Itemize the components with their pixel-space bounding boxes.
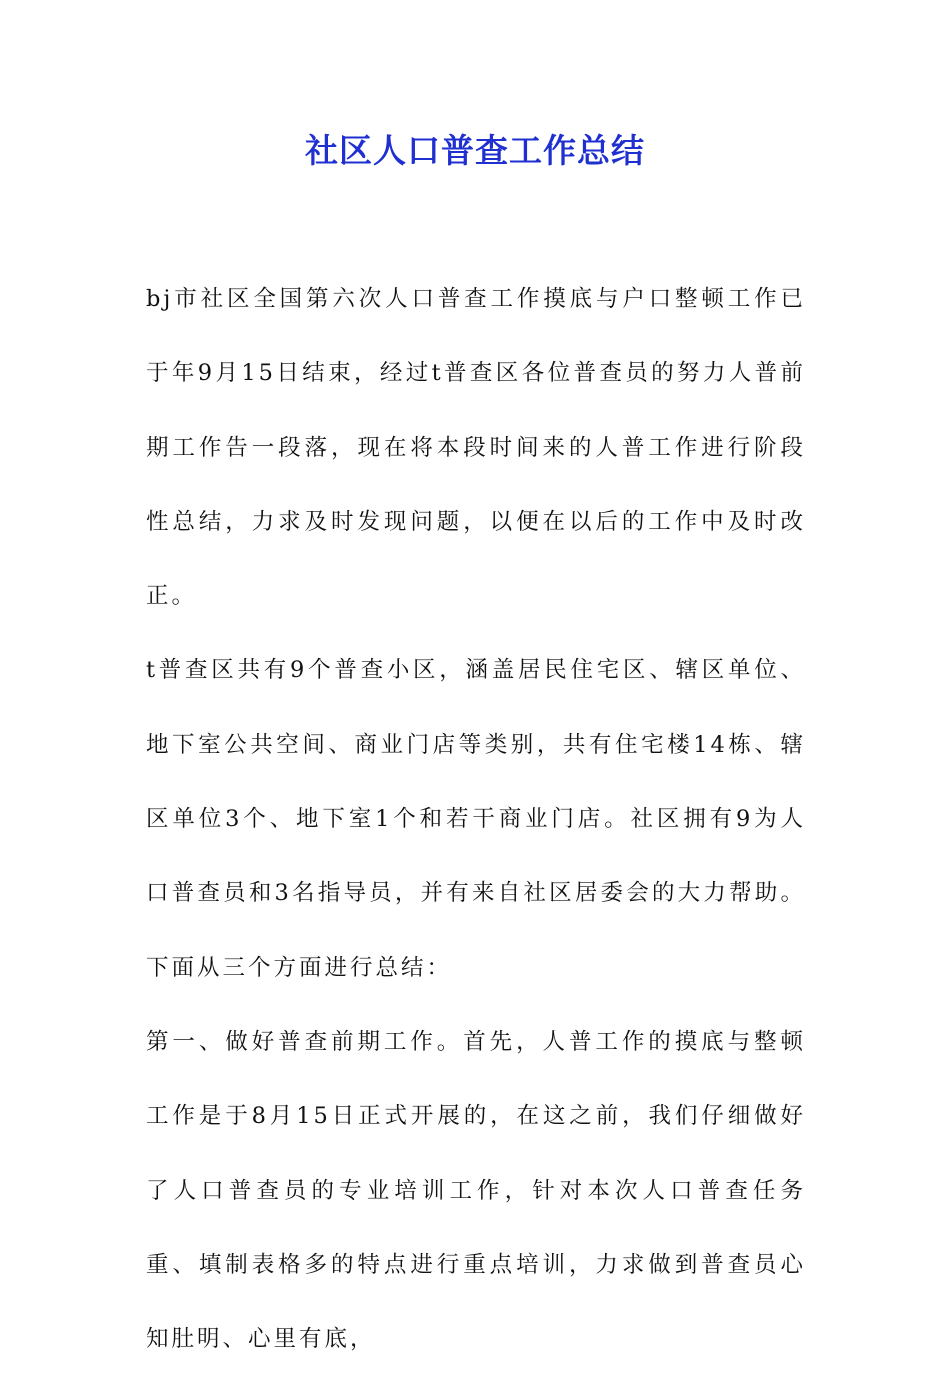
document-title: 社区人口普查工作总结 (305, 131, 645, 170)
paragraph-census-area: t普查区共有9个普查小区，涵盖居民住宅区、辖区单位、地下室公共空间、商业门店等类别，共有住宅楼14栋、辖区单位3个、地下室1个和若干商业门店。社区拥有9为人口普查员和3名指导员，并有来自社区居委会的大力帮助。下面从三个方面进行总结： (146, 657, 806, 981)
paragraph-intro: bj市社区全国第六次人口普查工作摸底与户口整顿工作已于年9月15日结束，经过t普查区各位普查员的努力人普前期工作告一段落，现在将本段时间来的人普工作进行阶段性总结，力求及时发现问题，以便在以后的工作中及时改正。 (146, 286, 806, 610)
document-body (146, 262, 806, 1376)
paragraph-first-point: 第一、做好普查前期工作。首先，人普工作的摸底与整顿工作是于8月15日正式开展的，在这之前，我们仔细做好了人口普查员的专业培训工作，针对本次人口普查任务重、填制表格多的特点进行重点培训，力求做到普查员心知肚明、心里有底， (146, 1028, 806, 1353)
